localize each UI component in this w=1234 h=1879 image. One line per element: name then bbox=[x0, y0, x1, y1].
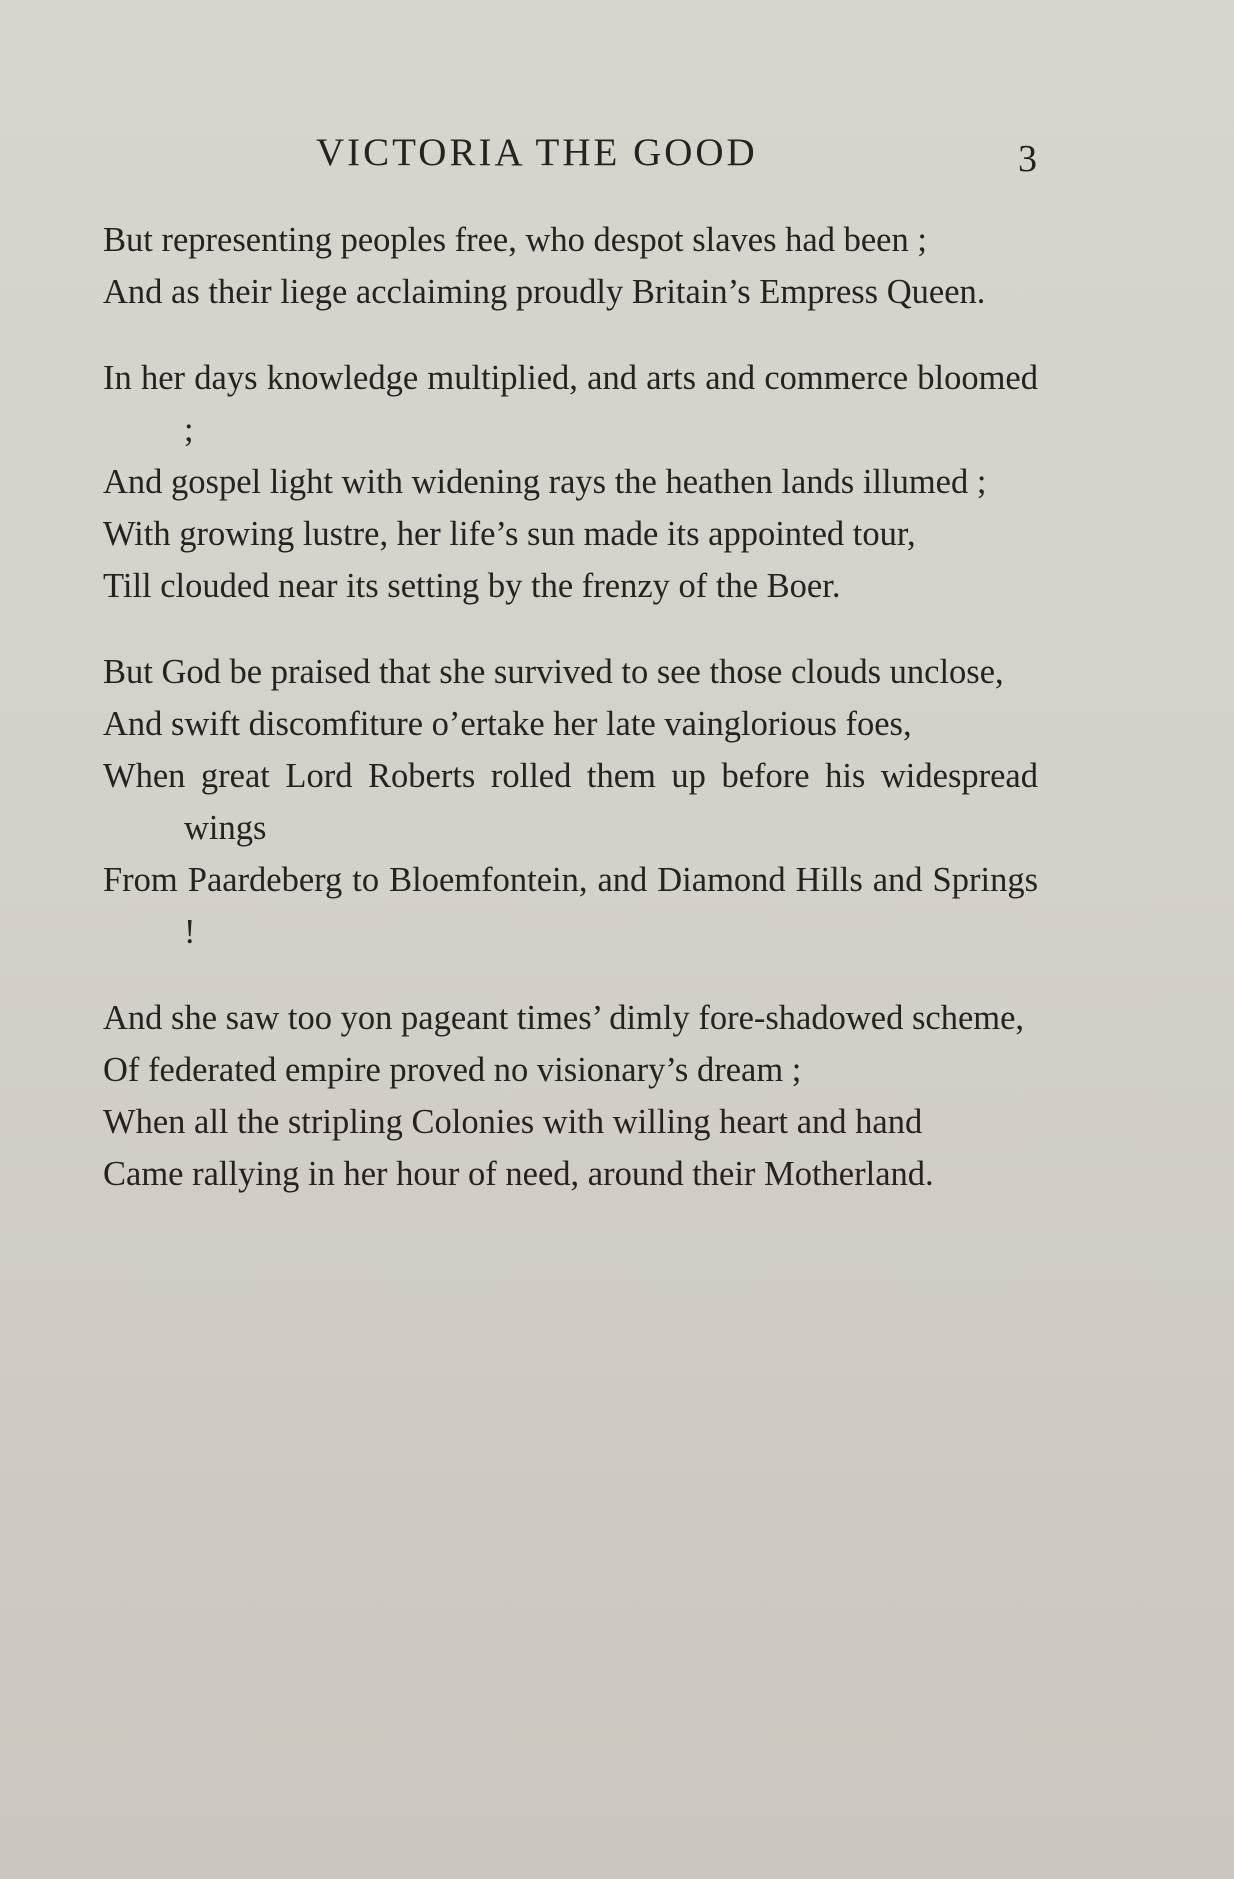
running-title: VICTORIA THE GOOD bbox=[316, 131, 758, 174]
verse-line: And she saw too yon pageant times’ dimly fore-shadowed scheme, bbox=[103, 999, 1025, 1037]
verse-line: From Paardeberg to Bloemfontein, and Diamond Hills and Springs ! bbox=[103, 861, 1038, 951]
stanza-3 bbox=[103, 646, 1038, 958]
verse-line: But God be praised that she survived to see those clouds unclose, bbox=[103, 653, 1004, 691]
page-number: 3 bbox=[1018, 138, 1037, 180]
stanza-1 bbox=[103, 214, 1038, 318]
poem bbox=[103, 214, 1038, 1234]
verse-line: But representing peoples free, who despot slaves had been ; bbox=[103, 221, 927, 259]
stanza-4 bbox=[103, 992, 1038, 1200]
verse-line: And as their liege acclaiming proudly Britain’s Empress Queen. bbox=[103, 273, 986, 311]
stanza-2 bbox=[103, 352, 1038, 612]
verse-line: Came rallying in her hour of need, around their Motherland. bbox=[103, 1155, 934, 1193]
verse-line: When great Lord Roberts rolled them up before his widespread wings bbox=[103, 757, 1038, 847]
running-head bbox=[0, 128, 1234, 178]
verse-line: Till clouded near its setting by the frenzy of the Boer. bbox=[103, 567, 841, 605]
verse-line: And gospel light with widening rays the heathen lands illumed ; bbox=[103, 463, 987, 501]
verse-line: When all the stripling Colonies with willing heart and hand bbox=[103, 1103, 923, 1141]
verse-line: With growing lustre, her life’s sun made its appointed tour, bbox=[103, 515, 916, 553]
verse-line: Of federated empire proved no visionary’s dream ; bbox=[103, 1051, 802, 1089]
verse-line: In her days knowledge multiplied, and arts and commerce bloomed ; bbox=[103, 359, 1038, 449]
verse-line: And swift discomfiture o’ertake her late vainglorious foes, bbox=[103, 705, 912, 743]
